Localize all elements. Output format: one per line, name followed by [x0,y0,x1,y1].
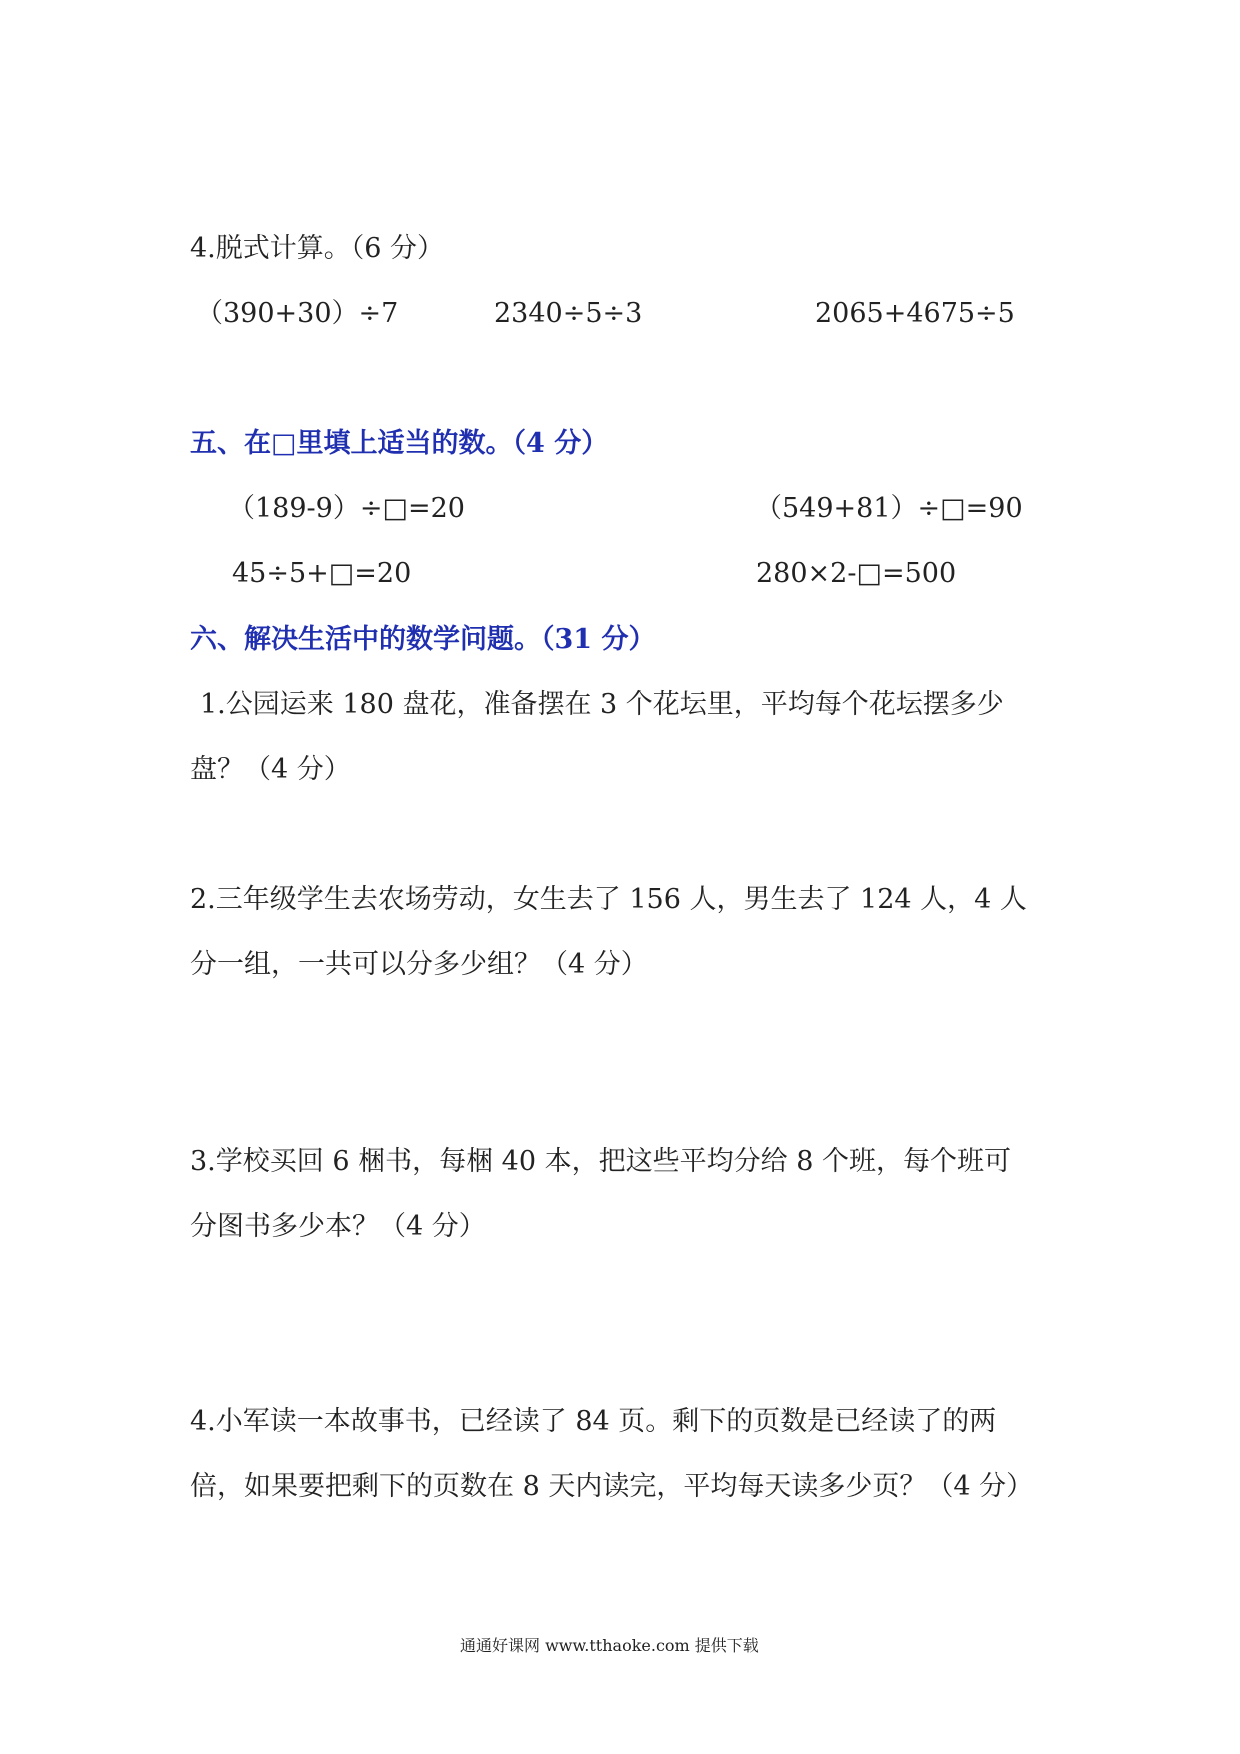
problem-3-line-1: 3.学校买回 6 梱书，每梱 40 本，把这些平均分给 8 个班，每个班可 [190,1146,1011,1177]
problem-2-line-2: 分一组，一共可以分多少组？（4 分） [190,949,648,980]
sec5-item-4: 280×2-□=500 [756,558,957,589]
problem-3-line-2: 分图书多少本？（4 分） [190,1211,486,1242]
problem-4-line-1: 4.小军读一本故事书，已经读了 84 页。剩下的页数是已经读了的两 [190,1406,997,1437]
sec5-item-1: （189-9）÷□=20 [228,493,465,524]
q4-expr-3: 2065+4675÷5 [815,298,1015,329]
section-6-title: 六、解决生活中的数学问题。（31 分） [190,624,656,655]
q4-title: 4.脱式计算。（6 分） [190,233,445,264]
problem-1-line-2: 盘？（4 分） [190,754,351,785]
page-footer: 通通好课网 www.tthaoke.com 提供下载 [460,1636,759,1655]
sec5-item-3: 45÷5+□=20 [232,558,412,589]
problem-2-line-1: 2.三年级学生去农场劳动，女生去了 156 人，男生去了 124 人，4 人 [190,884,1027,915]
q4-expr-1: （390+30）÷7 [196,298,399,329]
section-5-title: 五、在□里填上适当的数。（4 分） [190,428,609,459]
sec5-item-2: （549+81）÷□=90 [755,493,1023,524]
q4-expr-2: 2340÷5÷3 [494,298,643,329]
problem-4-line-2: 倍，如果要把剩下的页数在 8 天内读完，平均每天读多少页？（4 分） [190,1471,1034,1502]
problem-1-line-1: 1.公园运来 180 盘花，准备摆在 3 个花坛里，平均每个花坛摆多少 [200,689,1004,720]
